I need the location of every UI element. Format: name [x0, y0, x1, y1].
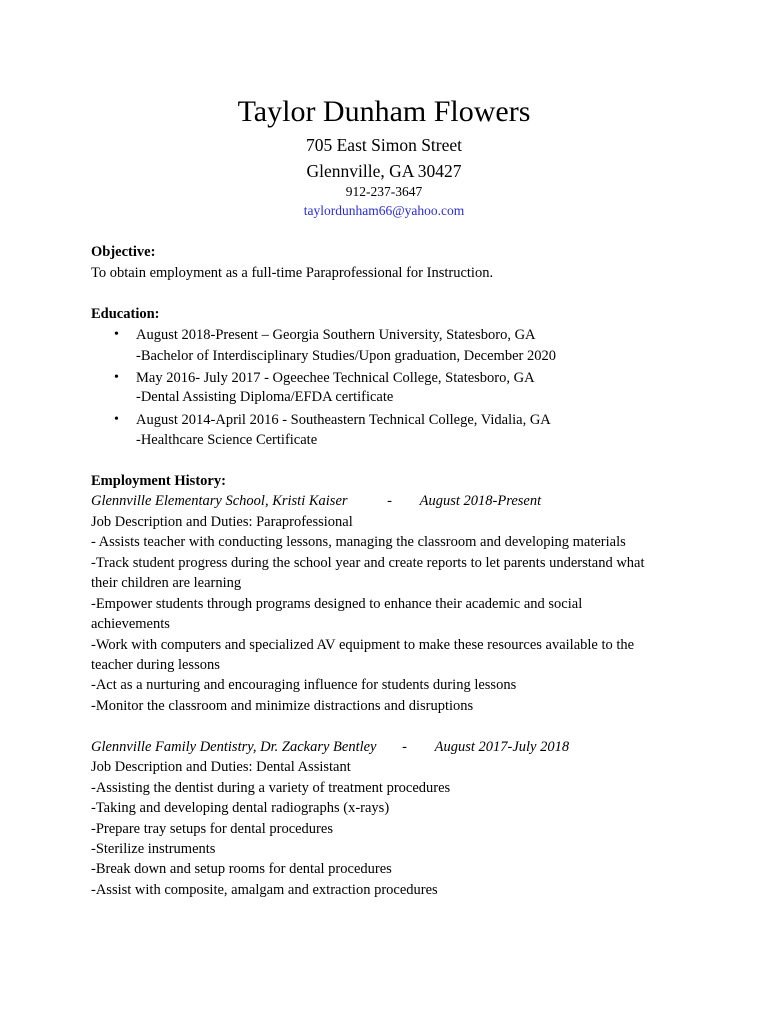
job-duty-line: -Break down and setup rooms for dental procedures	[91, 861, 392, 877]
education-item-detail: -Healthcare Science Certificate	[136, 432, 318, 448]
education-item-detail: -Bachelor of Interdisciplinary Studies/Upon graduation, December 2020	[136, 348, 556, 364]
employment-heading: Employment History:	[91, 473, 226, 489]
job-dates: August 2018-Present	[419, 493, 542, 509]
job-dates: August 2017-July 2018	[434, 739, 570, 755]
job-duty-line: - Assists teacher with conducting lessons, managing the classroom and developing materials	[91, 534, 626, 550]
education-item-line: May 2016- July 2017 - Ogeechee Technical College, Statesboro, GA	[136, 370, 535, 386]
job-dash: -	[402, 739, 407, 755]
job-duty-line: teacher during lessons	[91, 657, 220, 673]
job-duty-line: -Assisting the dentist during a variety of treatment procedures	[91, 780, 451, 796]
job-duty-line: Job Description and Duties: Paraprofessional	[91, 514, 353, 530]
bullet-icon: •	[114, 327, 119, 342]
job-duty-line: their children are learning	[91, 575, 242, 591]
job-employer: Glennville Family Dentistry, Dr. Zackary Bentley	[91, 739, 377, 755]
city-state-zip: Glennville, GA 30427	[306, 161, 462, 181]
job-duty-line: -Monitor the classroom and minimize distractions and disruptions	[91, 698, 474, 714]
job-title-line	[91, 491, 541, 511]
job-duty-line: -Taking and developing dental radiographs (x-rays)	[91, 800, 390, 816]
education-item-line: August 2018-Present – Georgia Southern University, Statesboro, GA	[136, 327, 536, 343]
education-item-line: August 2014-April 2016 - Southeastern Technical College, Vidalia, GA	[136, 412, 551, 428]
bullet-icon: •	[114, 412, 119, 427]
street-address: 705 East Simon Street	[305, 135, 463, 155]
job-duty-line: -Prepare tray setups for dental procedures	[91, 821, 333, 837]
candidate-name: Taylor Dunham Flowers	[237, 95, 531, 128]
education-heading: Education:	[91, 306, 160, 322]
job-duty-line: -Sterilize instruments	[91, 841, 216, 857]
job-duty-line: -Assist with composite, amalgam and extraction procedures	[91, 882, 438, 898]
email-link[interactable]: taylordunham66@yahoo.com	[303, 203, 465, 218]
job-duty-line: -Work with computers and specialized AV equipment to make these resources available to the	[91, 637, 635, 653]
job-employer: Glennville Elementary School, Kristi Kaiser	[91, 493, 348, 509]
education-item-detail: -Dental Assisting Diploma/EFDA certificate	[136, 389, 394, 405]
job-duty-line: achievements	[91, 616, 170, 632]
bullet-icon: •	[114, 370, 119, 385]
job-duty-line: -Act as a nurturing and encouraging influence for students during lessons	[91, 677, 517, 693]
job-duty-line: -Track student progress during the school year and create reports to let parents understand what	[91, 555, 645, 571]
job-title-line	[91, 737, 569, 757]
job-dash: -	[387, 493, 393, 509]
objective-heading: Objective:	[91, 244, 156, 260]
phone-number: 912-237-3647	[345, 184, 423, 199]
job-duty-line: -Empower students through programs designed to enhance their academic and social	[91, 596, 583, 612]
objective-text: To obtain employment as a full-time Paraprofessional for Instruction.	[91, 265, 494, 281]
job-duty-line: Job Description and Duties: Dental Assistant	[91, 759, 351, 775]
